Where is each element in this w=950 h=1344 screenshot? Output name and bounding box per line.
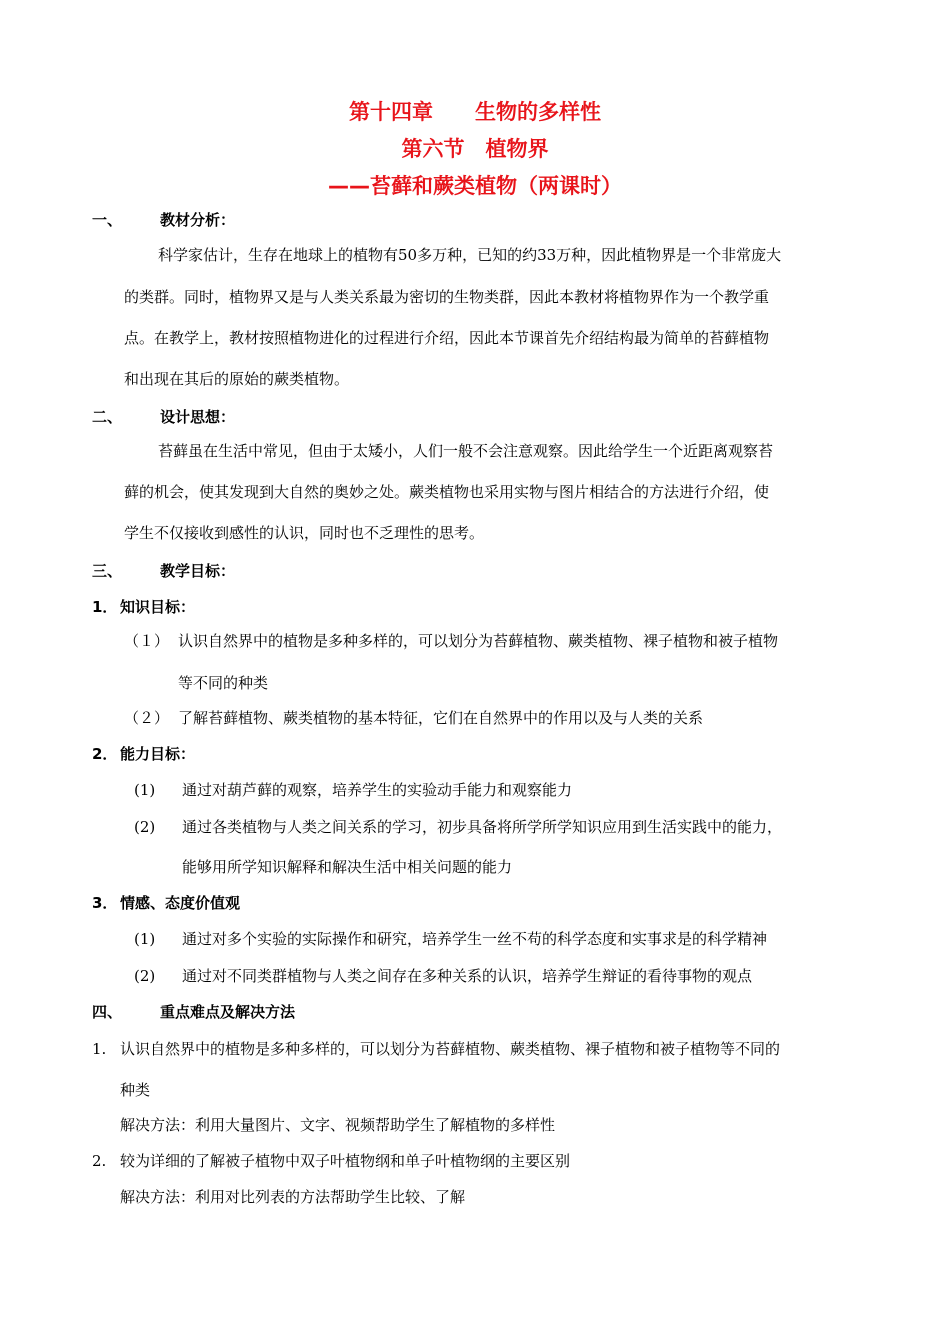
goal-item-marker: (2) xyxy=(134,967,156,985)
goal-item-line: 通过对多个实验的实际操作和研究，培养学生一丝不苟的科学态度和实事求是的科学精神 xyxy=(182,930,768,948)
section-1-line: 的类群。同时，植物界又是与人类关系最为密切的生物类群，因此本教材将植物界作为一个教学重 xyxy=(124,288,770,306)
goal-item-line: 了解苔藓植物、蕨类植物的基本特征，它们在自然界中的作用以及与人类的关系 xyxy=(178,709,704,727)
goal-item-marker: (2) xyxy=(134,818,156,836)
goal-1-index: 1． xyxy=(92,598,118,616)
section-3-heading: 教学目标： xyxy=(160,562,236,580)
goal-item-line: 通过对葫芦藓的观察，培养学生的实验动手能力和观察能力 xyxy=(182,781,573,799)
goal-2-heading: 能力目标： xyxy=(120,745,196,763)
goal-item-marker: (1) xyxy=(134,781,156,799)
goal-item-line: 通过对不同类群植物与人类之间存在多种关系的认识，培养学生辩证的看待事物的观点 xyxy=(182,967,753,985)
goal-3-heading: 情感、态度价值观 xyxy=(120,894,241,912)
goal-item-marker: (1) xyxy=(134,930,156,948)
difficulty-line: 较为详细的了解被子植物中双子叶植物纲和单子叶植物纲的主要区别 xyxy=(120,1152,571,1170)
difficulty-index: 1. xyxy=(92,1040,107,1058)
difficulty-solution: 解决方法：利用对比列表的方法帮助学生比较、了解 xyxy=(120,1188,466,1206)
section-1-index: 一、 xyxy=(92,211,123,229)
goal-item-line: 能够用所学知识解释和解决生活中相关问题的能力 xyxy=(182,858,513,876)
goal-item-line: 通过各类植物与人类之间关系的学习，初步具备将所学所学知识应用到生活实践中的能力， xyxy=(182,818,783,836)
difficulty-index: 2. xyxy=(92,1152,107,1170)
section-2-heading: 设计思想： xyxy=(160,408,236,426)
goal-3-index: 3． xyxy=(92,894,118,912)
chapter-title: 第十四章 生物的多样性 xyxy=(349,100,601,124)
section-2-line: 苔藓虽在生活中常见，但由于太矮小，人们一般不会注意观察。因此给学生一个近距离观察苔 xyxy=(158,442,774,460)
lesson-title: ——苔藓和蕨类植物（两课时） xyxy=(328,174,622,198)
section-1-line: 和出现在其后的原始的蕨类植物。 xyxy=(124,370,350,388)
section-2-index: 二、 xyxy=(92,408,123,426)
difficulty-solution: 解决方法：利用大量图片、文字、视频帮助学生了解植物的多样性 xyxy=(120,1116,556,1134)
section-title: 第六节 植物界 xyxy=(401,137,549,161)
section-2-line: 学生不仅接收到感性的认识，同时也不乏理性的思考。 xyxy=(124,524,485,542)
section-1-line: 点。在教学上，教材按照植物进化的过程进行介绍，因此本节课首先介绍结构最为简单的苔藓植物 xyxy=(124,329,770,347)
section-2-line: 藓的机会，使其发现到大自然的奥妙之处。蕨类植物也采用实物与图片相结合的方法进行介绍，使 xyxy=(124,483,770,501)
goal-item-line: 等不同的种类 xyxy=(178,674,269,692)
goal-1-heading: 知识目标： xyxy=(120,598,196,616)
difficulty-line: 认识自然界中的植物是多种多样的，可以划分为苔藓植物、蕨类植物、裸子植物和被子植物等不同的 xyxy=(120,1040,781,1058)
section-4-index: 四、 xyxy=(92,1003,123,1021)
difficulty-line: 种类 xyxy=(120,1081,151,1099)
goal-2-index: 2． xyxy=(92,745,118,763)
goal-item-marker: （１） xyxy=(124,632,170,650)
goal-item-line: 认识自然界中的植物是多种多样的，可以划分为苔藓植物、蕨类植物、裸子植物和被子植物 xyxy=(178,632,779,650)
section-1-line: 科学家估计，生存在地球上的植物有50多万种，已知的约33万种，因此植物界是一个非常庞大 xyxy=(158,246,782,264)
section-1-heading: 教材分析： xyxy=(160,211,236,229)
section-3-index: 三、 xyxy=(92,562,123,580)
goal-item-marker: （２） xyxy=(124,709,170,727)
section-4-heading: 重点难点及解决方法 xyxy=(160,1003,296,1021)
